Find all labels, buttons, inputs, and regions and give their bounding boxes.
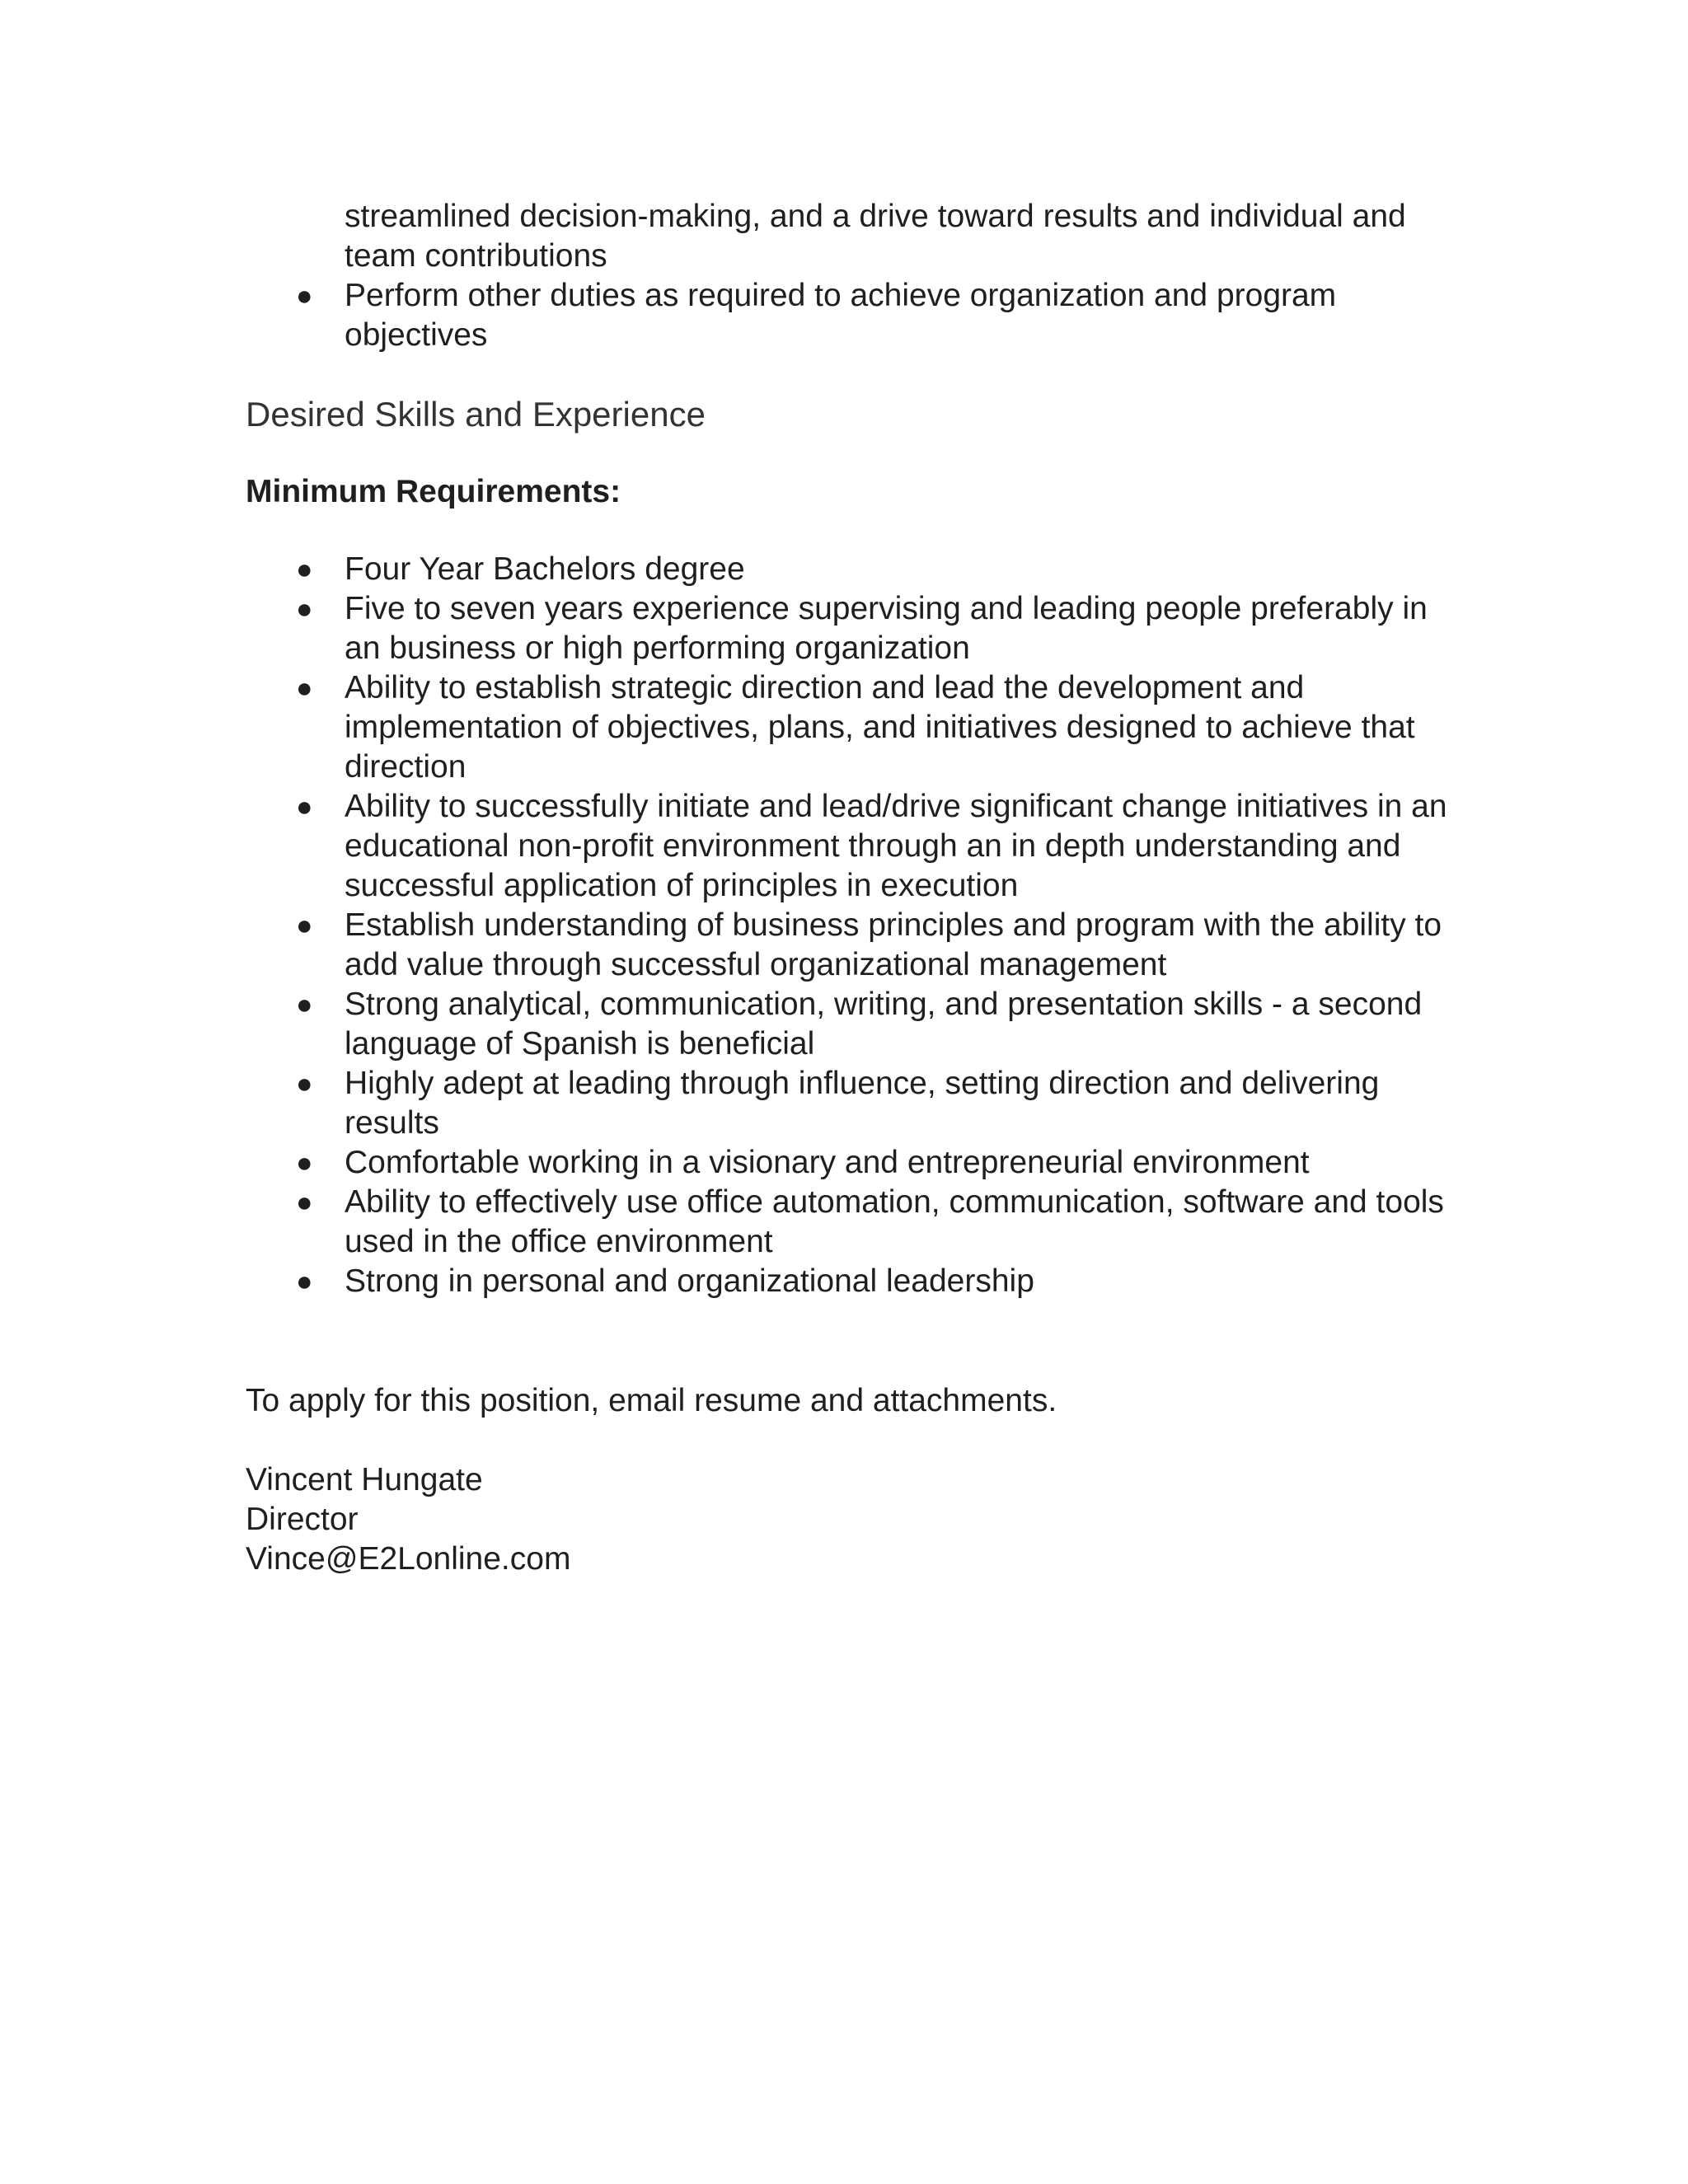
bullet-icon: ● [296,1187,313,1218]
bullet-continuation-text: streamlined decision-making, and a drive toward results and individual and team contributions [345,199,1406,274]
list-item [246,550,1449,589]
contact-title: Director [246,1502,359,1537]
requirements-bullet-list [246,550,1449,1301]
requirements-heading: Minimum Requirements: [246,474,621,509]
list-item-text: Strong analytical, communication, writing, and presentation skills - a second language of Spanish is beneficial [345,987,1423,1062]
bullet-icon: ● [296,554,313,585]
list-item [246,1183,1449,1262]
bullet-icon: ● [296,989,313,1020]
duties-bullet-list [246,276,1449,355]
bullet-icon: ● [296,1266,313,1297]
list-item-text: Ability to effectively use office automation, communication, software and tools used in the office environment [345,1184,1444,1259]
list-item-text: Perform other duties as required to achieve organization and program objectives [345,278,1337,353]
list-item-text: Five to seven years experience supervising and leading people preferably in an business or high performing organization [345,591,1428,666]
list-item-text: Four Year Bachelors degree [345,551,745,587]
section-heading: Desired Skills and Experience [246,395,706,434]
list-item [246,787,1449,906]
apply-instructions: To apply for this position, email resume and attachments. [246,1383,1057,1418]
list-item [246,985,1449,1064]
list-item [246,589,1449,668]
document-content [246,197,1449,1579]
bullet-icon: ● [296,673,313,704]
bullet-icon: ● [296,791,313,823]
list-item-text: Establish understanding of business principles and program with the ability to add value through successful organizational management [345,907,1442,982]
list-item [246,1262,1449,1301]
bullet-icon: ● [296,1068,313,1099]
bullet-icon: ● [296,1147,313,1179]
list-item [246,1143,1449,1183]
list-item-text: Ability to establish strategic direction and lead the development and implementation of objectives, plans, and initiatives designed to achieve that direction [345,670,1415,785]
list-item [246,906,1449,985]
bullet-icon: ● [296,593,313,625]
bullet-icon: ● [296,910,313,941]
list-item-text: Highly adept at leading through influence, setting direction and delivering results [345,1066,1380,1141]
list-item [246,1064,1449,1143]
list-item [246,276,1449,355]
contact-block [246,1460,1449,1579]
list-item [246,668,1449,787]
bullet-icon: ● [296,280,313,312]
contact-name: Vincent Hungate [246,1462,483,1497]
contact-email[interactable]: Vince@E2Lonline.com [246,1541,571,1577]
list-item-text: Strong in personal and organizational leadership [345,1263,1034,1299]
list-item-text: Comfortable working in a visionary and entrepreneurial environment [345,1145,1310,1180]
list-item-text: Ability to successfully initiate and lead/drive significant change initiatives in an educational non-profit environment through an in depth understanding and successful application of principles in execution [345,789,1447,903]
